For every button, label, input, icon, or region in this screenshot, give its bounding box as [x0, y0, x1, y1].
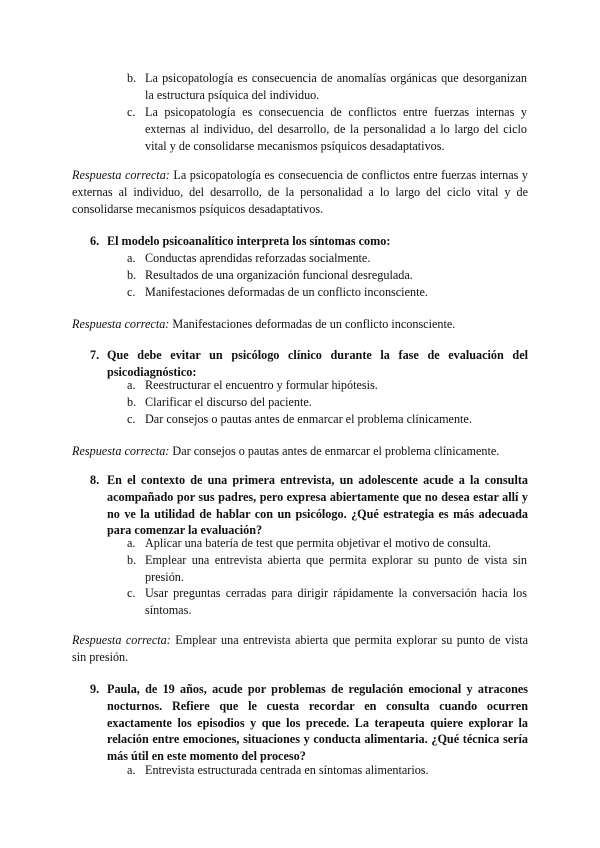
option-text: La psicopatología es consecuencia de anomalías orgánicas que desorganizan la estructura psíquica del individuo. [145, 71, 527, 102]
question-number: 8. [90, 473, 100, 487]
answer-label: Respuesta correcta: [72, 317, 170, 331]
option-text: Resultados de una organización funcional desregulada. [145, 268, 413, 282]
option-letter: a. [127, 763, 136, 777]
question-7 [90, 347, 528, 381]
option-letter: c. [127, 412, 136, 426]
option-letter: c. [127, 285, 136, 299]
option-b [127, 552, 527, 586]
option-letter: c. [127, 586, 136, 600]
question-9 [90, 681, 528, 765]
answer-label: Respuesta correcta: [72, 168, 170, 182]
answer-label: Respuesta correcta: [72, 444, 170, 458]
option-letter: b. [127, 395, 137, 409]
option-text: Dar consejos o pautas antes de enmarcar el problema clínicamente. [145, 412, 472, 426]
option-a [127, 535, 527, 552]
correct-answer-8 [72, 632, 528, 666]
option-a [127, 377, 527, 394]
option-text: La psicopatología es consecuencia de conflictos entre fuerzas internas y externas al individuo, del desarrollo, de la personalidad a lo largo del ciclo vital y de consolidarse mecanismos psíquicos desadaptativos. [145, 105, 527, 153]
question-8 [90, 472, 528, 539]
question-text: En el contexto de una primera entrevista, un adolescente acude a la consulta acompañado por sus padres, pero expresa abiertamente que no desea estar allí y no ve la utilidad de hablar con un psicólogo. ¿Qué estrategia es más adecuada para comenzar la evaluación? [107, 473, 528, 538]
question-number: 9. [90, 682, 100, 696]
option-letter: b. [127, 553, 137, 567]
option-letter: c. [127, 105, 136, 119]
question-6 [90, 233, 528, 250]
option-b [127, 394, 527, 411]
answer-text: Dar consejos o pautas antes de enmarcar el problema clínicamente. [172, 444, 500, 458]
option-text: Aplicar una batería de test que permita objetivar el motivo de consulta. [145, 536, 491, 550]
option-text: Clarificar el discurso del paciente. [145, 395, 312, 409]
question-text: Que debe evitar un psicólogo clínico durante la fase de evaluación del psicodiagnóstico: [107, 348, 528, 379]
answer-text: Manifestaciones deformadas de un conflicto inconsciente. [172, 317, 456, 331]
question-text: Paula, de 19 años, acude por problemas de regulación emocional y atracones nocturnos. Refiere que le cuesta recordar en consulta cuando ocurren exactamente los episodios y que los precede. La terapeuta quiere explorar la relación entre emociones, situaciones y conducta alimentaria. ¿Qué técnica sería más útil en este momento del proceso? [107, 682, 528, 764]
option-text: Conductas aprendidas reforzadas socialmente. [145, 251, 371, 265]
option-c [127, 104, 527, 154]
question-text: El modelo psicoanalítico interpreta los síntomas como: [107, 234, 391, 248]
option-b [127, 267, 527, 284]
option-letter: a. [127, 378, 136, 392]
option-b [127, 70, 527, 104]
answer-label: Respuesta correcta: [72, 633, 171, 647]
correct-answer-7 [72, 443, 528, 460]
option-letter: a. [127, 536, 136, 550]
question-number: 6. [90, 234, 100, 248]
option-text: Manifestaciones deformadas de un conflicto inconsciente. [145, 285, 428, 299]
option-c [127, 284, 527, 301]
option-text: Emplear una entrevista abierta que permita explorar su punto de vista sin presión. [145, 553, 527, 584]
option-letter: b. [127, 268, 137, 282]
option-letter: b. [127, 71, 137, 85]
correct-answer-6 [72, 316, 528, 333]
answer-text: Emplear una entrevista abierta que permita explorar su punto de vista sin presión. [72, 633, 529, 664]
correct-answer-5 [72, 167, 528, 217]
option-c [127, 411, 527, 428]
option-text: Reestructurar el encuentro y formular hipótesis. [145, 378, 378, 392]
option-text: Entrevista estructurada centrada en síntomas alimentarios. [145, 763, 429, 777]
answer-text: La psicopatología es consecuencia de conflictos entre fuerzas internas y externas al individuo, del desarrollo, de la personalidad a lo largo del ciclo vital y de consolidarse mecanismos psíquicos desadaptativos. [72, 168, 529, 216]
option-a [127, 762, 527, 779]
option-letter: a. [127, 251, 136, 265]
question-number: 7. [90, 348, 100, 362]
option-c [127, 585, 527, 619]
option-text: Usar preguntas cerradas para dirigir rápidamente la conversación hacia los síntomas. [145, 586, 527, 617]
option-a [127, 250, 527, 267]
